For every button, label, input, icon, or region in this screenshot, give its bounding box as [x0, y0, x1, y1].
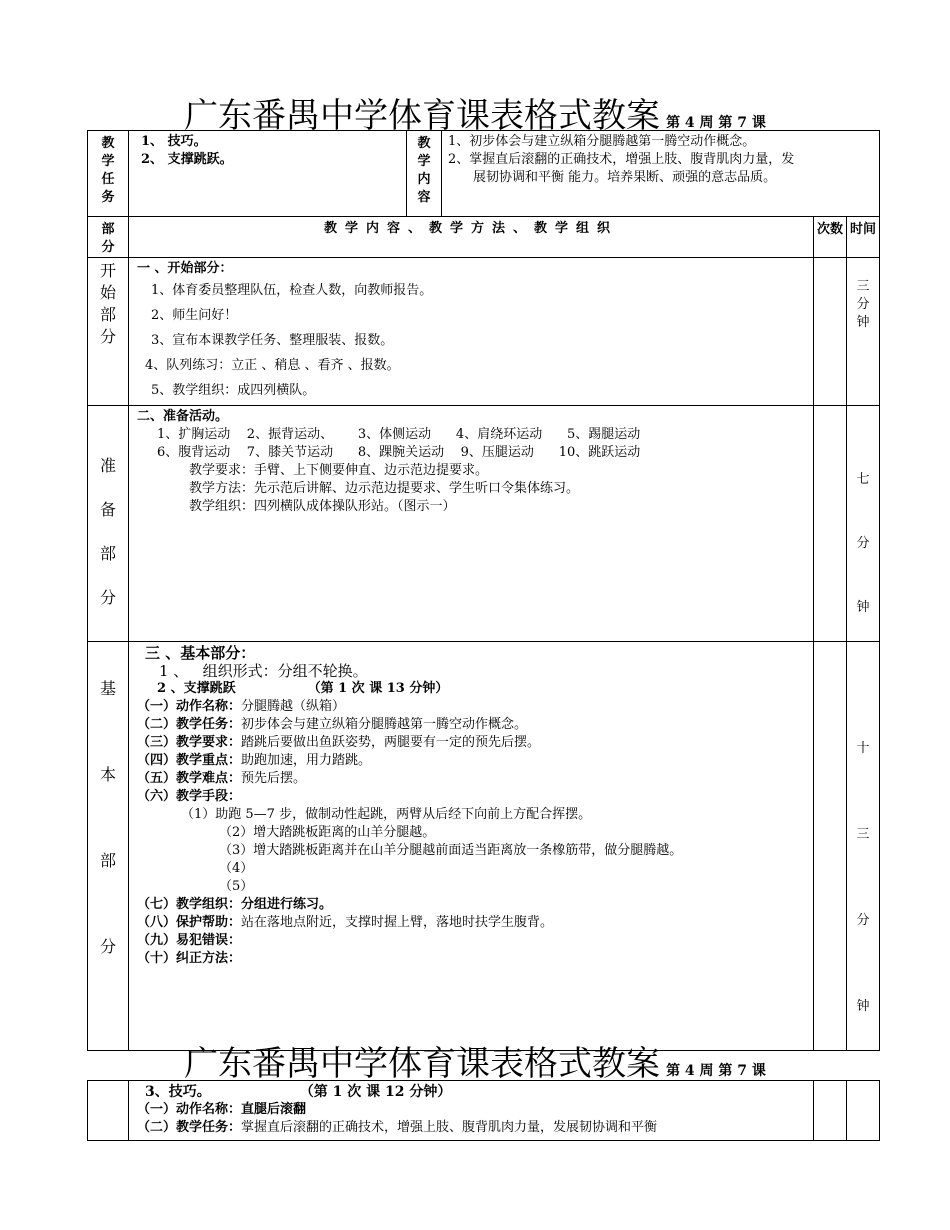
basic-item: （三）教学要求：踏跳后要做出鱼跃姿势，两腿要有一定的预先后摆。 [137, 735, 541, 750]
start-time: 三分钟 [847, 258, 880, 406]
basic-topic: 2 、支撑跳跃 （第 1 次 课 13 分钟） [157, 681, 449, 696]
prep-time: 七分钟 [847, 406, 880, 642]
teaching-means: （5） [219, 879, 254, 894]
start-line: 2、师生问好！ [151, 308, 238, 323]
basic-item: （八）保护帮助：站在落地点附近，支撑时握上臂，落地时扶学生腹背。 [137, 915, 554, 930]
prep-requirement: 教学要求：手臂、上下侧要伸直、边示范边提要求。 [189, 463, 489, 478]
time-header: 时间 [847, 217, 880, 258]
lesson-plan-table-page2 [87, 1080, 880, 1141]
start-section-content [129, 258, 814, 406]
basic-item: （六）教学手段： [137, 789, 242, 804]
page2-topic: 3、技巧。 （第 1 次 课 12 分钟） [145, 1084, 452, 1100]
page2-title-row [0, 1036, 950, 1085]
start-section-label: 开始部分 [88, 258, 129, 406]
prep-count [814, 406, 847, 642]
teaching-means: （1）助跑 5—7 步，做制动性起跳，两臂从后经下向前上方配合挥摆。 [181, 807, 592, 822]
start-line: 3、宣布本课教学任务、整理服装、报数。 [151, 333, 394, 348]
page2-section-label [88, 1081, 129, 1141]
start-line: 5、教学组织：成四列横队。 [151, 383, 316, 398]
teaching-means: （4） [219, 861, 254, 876]
page2-time [847, 1081, 880, 1141]
basic-form: 1 、 组织形式：分组不轮换。 [159, 662, 368, 680]
prep-exercises: 6、腹背运动 7、膝关节运动 8、踝腕关运动 9、压腿运动 10、跳跃运动 [157, 445, 641, 460]
basic-item: （九）易犯错误： [137, 933, 242, 948]
prep-organization: 教学组织：四列横队成体操队形站。（图示一） [189, 499, 456, 514]
task-cell [129, 131, 407, 217]
page2-count [814, 1081, 847, 1141]
task-item: 2、 支撑跳跃。 [141, 152, 233, 167]
prep-section-label: 准备部分 [88, 406, 129, 642]
content-label: 教学内容 [407, 131, 442, 217]
basic-count [814, 642, 847, 1051]
content-item: 展韧协调和平衡 能力。培养果断、顽强的意志品质。 [473, 170, 777, 185]
basic-time: 十三分钟 [847, 642, 880, 1051]
teaching-means: （2）增大踏跳板距离的山羊分腿越。 [219, 825, 436, 840]
basic-item: （一）动作名称：分腿腾越（纵箱） [137, 699, 346, 714]
page2-title: 广东番禺中学体育课表格式教案 [184, 1044, 661, 1084]
start-line: 1、体育委员整理队伍，检查人数，向教师报告。 [151, 283, 433, 298]
start-line: 4、队列练习：立正 、稍息 、看齐 、报数。 [145, 358, 400, 373]
start-count [814, 258, 847, 406]
basic-section-content [129, 642, 814, 1051]
section-header: 部分 [88, 217, 129, 258]
content-cell [442, 131, 880, 217]
prep-exercises: 1、扩胸运动 2、振背运动、 3、体侧运动 4、肩绕环运动 5、踢腿运动 [157, 427, 641, 442]
teaching-means: （3）增大踏跳板距离并在山羊分腿越前面适当距离放一条橡筋带，做分腿腾越。 [219, 843, 683, 858]
prep-section-content [129, 406, 814, 642]
task-item: 1、 技巧。 [141, 134, 207, 149]
page2-content [129, 1081, 814, 1141]
week-lesson: 第 4 周 第 7 课 [666, 115, 766, 131]
count-header: 次数 [814, 217, 847, 258]
basic-section-label: 基本部分 [88, 642, 129, 1051]
content-item: 2、掌握直后滚翻的正确技术，增强上肢、腹背肌肉力量，发 [448, 152, 795, 167]
task-label: 教学任务 [88, 131, 129, 217]
page2-week-lesson: 第 4 周 第 7 课 [666, 1063, 766, 1079]
start-heading: 一 、开始部分： [137, 261, 233, 276]
basic-item: （二）教学任务：初步体会与建立纵箱分腿腾越第一腾空动作概念。 [137, 717, 528, 732]
page2-item: （二）教学任务：掌握直后滚翻的正确技术，增强上肢、腹背肌肉力量，发展韧协调和平衡 [137, 1120, 658, 1135]
page-title: 广东番禺中学体育课表格式教案 [184, 96, 661, 136]
basic-item: （四）教学重点：助跑加速，用力踏跳。 [137, 753, 372, 768]
basic-item: （十）纠正方法： [137, 951, 242, 966]
prep-heading: 二、准备活动。 [137, 409, 229, 424]
prep-method: 教学方法：先示范后讲解、边示范边提要求、学生听口令集体练习。 [189, 481, 580, 496]
basic-heading: 三 、基本部分： [145, 644, 256, 662]
basic-item: （五）教学难点：预先后摆。 [137, 771, 307, 786]
main-column-header: 教学内容、教学方法、教学组织 [129, 217, 814, 258]
lesson-plan-table [87, 130, 880, 1051]
page2-item: （一）动作名称：直腿后滚翻 [137, 1102, 307, 1117]
basic-item: （七）教学组织：分组进行练习。 [137, 897, 333, 912]
content-item: 1、初步体会与建立纵箱分腿腾越第一腾空动作概念。 [448, 134, 756, 149]
